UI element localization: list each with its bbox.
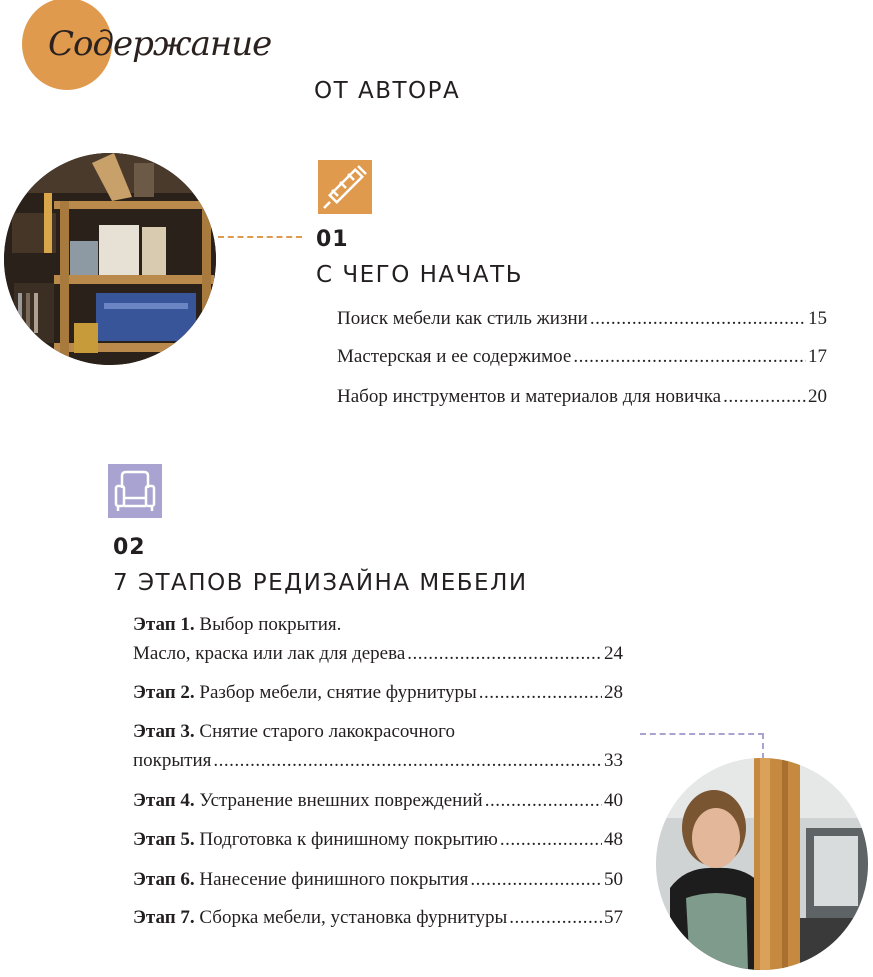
toc-leader — [470, 869, 602, 891]
toc-stage-line1[interactable] — [133, 721, 455, 743]
toc-item-page: 40 — [604, 790, 623, 811]
toc-item[interactable] — [133, 682, 623, 704]
toc-item-page: 57 — [604, 907, 623, 928]
author-section-link[interactable]: ОТ АВТОРА — [314, 78, 461, 104]
toc-item-title: Набор инструментов и материалов для новичка — [337, 386, 722, 407]
toc-item-title: Мастерская и ее содержимое — [337, 346, 572, 367]
toc-leader — [500, 829, 602, 851]
section2-connector-line-vertical — [762, 733, 764, 759]
stage-title: Выбор покрытия. — [199, 614, 342, 635]
toc-item-title: Нанесение финишного покрытия — [199, 869, 469, 890]
section2-connector-line — [640, 733, 764, 735]
stage-label: Этап 1. — [133, 614, 195, 635]
toc-leader — [485, 790, 602, 812]
toc-item[interactable] — [133, 643, 623, 665]
toc-item-title: Поиск мебели как стиль жизни — [337, 308, 588, 329]
stage-label: Этап 6. — [133, 869, 195, 890]
toc-leader — [723, 386, 806, 408]
toc-item[interactable] — [337, 346, 827, 368]
toc-item-page: 33 — [604, 750, 623, 771]
toc-item-title: Разбор мебели, снятие фурнитуры — [199, 682, 477, 703]
toc-item-title: Подготовка к финишному покрытию — [199, 829, 498, 850]
toc-item-page: 50 — [604, 869, 623, 890]
toc-leader — [407, 643, 602, 665]
craftswoman-photo — [656, 758, 868, 970]
toc-item-title: Сборка мебели, установка фурнитуры — [199, 907, 508, 928]
toc-stage-line1[interactable] — [133, 614, 341, 636]
toc-leader — [573, 346, 806, 368]
section2-number: 02 — [113, 535, 146, 560]
toc-item[interactable] — [133, 790, 623, 812]
workshop-photo — [4, 153, 216, 365]
stage-label: Этап 5. — [133, 829, 195, 850]
toc-leader — [509, 907, 602, 929]
stage-title: Снятие старого лакокрасочного — [199, 721, 455, 742]
page-title: Содержание — [48, 24, 272, 64]
toc-item-page: 17 — [808, 346, 827, 367]
toc-leader — [213, 750, 602, 772]
ruler-pencil-icon — [318, 160, 372, 214]
section1-number: 01 — [316, 227, 349, 252]
stage-label: Этап 4. — [133, 790, 195, 811]
toc-item[interactable] — [337, 308, 827, 330]
section1-connector-line — [218, 236, 302, 238]
toc-item-page: 20 — [808, 386, 827, 407]
toc-leader — [590, 308, 806, 330]
toc-item-page: 24 — [604, 643, 623, 664]
toc-item-page: 15 — [808, 308, 827, 329]
toc-item[interactable] — [133, 869, 623, 891]
section2-title[interactable]: 7 ЭТАПОВ РЕДИЗАЙНА МЕБЕЛИ — [113, 570, 528, 596]
toc-leader — [479, 682, 602, 704]
stage-label: Этап 2. — [133, 682, 195, 703]
armchair-icon — [108, 464, 162, 518]
toc-item[interactable] — [337, 386, 827, 408]
toc-item-title: Масло, краска или лак для дерева — [133, 643, 406, 664]
toc-item-page: 48 — [604, 829, 623, 850]
toc-item[interactable] — [133, 907, 623, 929]
stage-label: Этап 3. — [133, 721, 195, 742]
section1-title[interactable]: С ЧЕГО НАЧАТЬ — [316, 262, 523, 288]
stage-label: Этап 7. — [133, 907, 195, 928]
toc-item-title: Устранение внешних повреждений — [199, 790, 483, 811]
toc-item[interactable] — [133, 829, 623, 851]
toc-item-title: покрытия — [133, 750, 212, 771]
toc-item[interactable] — [133, 750, 623, 772]
toc-item-page: 28 — [604, 682, 623, 703]
